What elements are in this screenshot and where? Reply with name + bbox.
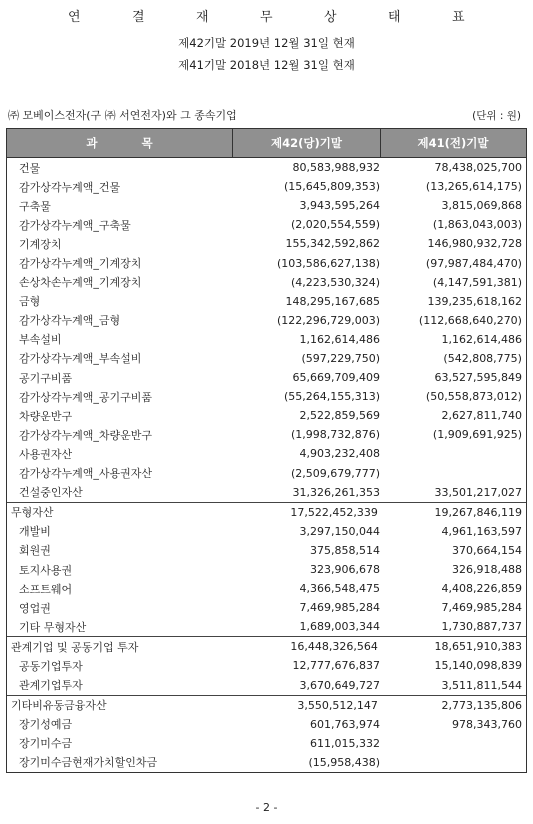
prior-amount: 2,773,135,806 xyxy=(441,698,522,712)
period-prior: 제41기말 2018년 12월 31일 현재 xyxy=(178,58,355,72)
account-name: 무형자산 xyxy=(11,506,54,520)
account-name: 감가상각누계액_차량운반구 xyxy=(19,428,153,442)
prior-amount: (13,265,614,175) xyxy=(425,180,522,194)
current-amount: 12,777,676,837 xyxy=(292,659,381,673)
current-amount: (103,586,627,138) xyxy=(276,256,381,270)
table-row xyxy=(7,444,526,463)
prior-amount: 4,408,226,859 xyxy=(441,582,522,596)
title-char: 태 xyxy=(387,10,402,25)
prior-amount: 18,651,910,383 xyxy=(434,640,522,654)
account-name: 장기미수금현재가치할인차금 xyxy=(19,756,158,770)
prior-amount: (97,987,484,470) xyxy=(425,256,522,270)
prior-amount: 3,511,811,544 xyxy=(441,678,522,692)
current-amount: 16,448,326,564 xyxy=(290,640,378,654)
current-amount: 3,550,512,147 xyxy=(297,698,378,712)
prior-amount: 63,527,595,849 xyxy=(434,371,522,385)
table-row xyxy=(7,464,526,483)
table-row xyxy=(7,734,526,753)
account-name: 기계장치 xyxy=(19,237,62,251)
account-name: 감가상각누계액_부속설비 xyxy=(19,352,142,366)
title-char: 무 xyxy=(259,10,274,25)
account-name: 손상차손누계액_기계장치 xyxy=(19,276,142,290)
page-number: - 2 - xyxy=(255,801,278,814)
prior-amount: 3,815,069,868 xyxy=(441,199,522,213)
prior-amount: (1,909,691,925) xyxy=(432,428,522,442)
current-amount: 17,522,452,339 xyxy=(290,505,378,519)
account-name: 건물 xyxy=(19,161,41,175)
table-row xyxy=(7,215,526,234)
current-amount: (2,020,554,559) xyxy=(290,218,381,232)
current-amount: 3,670,649,727 xyxy=(299,678,381,692)
balance-sheet-table xyxy=(6,128,527,773)
title-char: 연 xyxy=(67,10,82,25)
title-char: 재 xyxy=(195,10,210,25)
header-prior-period: 제41(전)기말 xyxy=(380,129,525,157)
table-row xyxy=(7,656,526,675)
prior-amount: 33,501,217,027 xyxy=(434,485,522,499)
current-amount: 323,906,678 xyxy=(310,563,381,577)
current-amount: 155,342,592,862 xyxy=(285,237,381,251)
table-row xyxy=(7,753,526,772)
account-name: 토지사용권 xyxy=(19,563,73,577)
table-row xyxy=(7,483,526,502)
account-name: 회원권 xyxy=(19,544,51,558)
company-name: ㈜ 모베이스전자(구 ㈜ 서연전자)와 그 종속기업 xyxy=(8,109,237,122)
account-name: 차량운반구 xyxy=(19,409,73,423)
current-amount: 1,162,614,486 xyxy=(299,332,381,346)
table-row xyxy=(7,330,526,349)
prior-amount: 4,961,163,597 xyxy=(441,524,522,538)
account-name: 관계기업 및 공동기업 투자 xyxy=(11,640,139,654)
account-name: 감가상각누계액_사용권자산 xyxy=(19,467,153,481)
account-name: 기타 무형자산 xyxy=(19,620,87,634)
account-name: 감가상각누계액_금형 xyxy=(19,314,121,328)
account-name: 구축물 xyxy=(19,199,51,213)
current-amount: (1,998,732,876) xyxy=(290,428,381,442)
table-row xyxy=(7,273,526,292)
header-current-period: 제42(당)기말 xyxy=(232,129,380,157)
table-row xyxy=(7,177,526,196)
title-char: 표 xyxy=(451,10,466,25)
prior-amount: 2,627,811,740 xyxy=(441,409,522,423)
table-row xyxy=(7,158,526,177)
table-row xyxy=(7,311,526,330)
table-row xyxy=(7,349,526,368)
table-row xyxy=(7,636,526,656)
title-char: 결 xyxy=(131,10,146,25)
current-amount: 148,295,167,685 xyxy=(285,294,381,308)
current-amount: (15,958,438) xyxy=(308,755,381,769)
unit-label: (단위 : 원) xyxy=(472,110,521,122)
prior-amount: 19,267,846,119 xyxy=(434,505,522,519)
title-char: 상 xyxy=(323,10,338,25)
account-name: 소프트웨어 xyxy=(19,582,73,596)
current-amount: 4,903,232,408 xyxy=(299,447,381,461)
current-amount: (4,223,530,324) xyxy=(290,275,381,289)
current-amount: (597,229,750) xyxy=(301,351,381,365)
current-amount: 2,522,859,569 xyxy=(299,409,381,423)
table-row xyxy=(7,387,526,406)
account-name: 영업권 xyxy=(19,601,51,615)
account-name: 감가상각누계액_기계장치 xyxy=(19,257,142,271)
current-amount: 601,763,974 xyxy=(310,717,381,731)
current-amount: (122,296,729,003) xyxy=(276,313,381,327)
current-amount: 611,015,332 xyxy=(310,736,381,750)
table-row xyxy=(7,425,526,444)
table-row xyxy=(7,715,526,734)
account-name: 관계기업투자 xyxy=(19,679,83,693)
table-row xyxy=(7,541,526,560)
prior-amount: (112,668,640,270) xyxy=(418,313,522,327)
table-row xyxy=(7,196,526,215)
account-name: 금형 xyxy=(19,295,41,309)
table-row xyxy=(7,579,526,598)
table-row xyxy=(7,253,526,272)
account-name: 감가상각누계액_건물 xyxy=(19,180,121,194)
prior-amount: (4,147,591,381) xyxy=(432,275,522,289)
current-amount: 1,689,003,344 xyxy=(299,620,381,634)
table-row xyxy=(7,695,526,715)
account-name: 사용권자산 xyxy=(19,447,73,461)
table-row xyxy=(7,292,526,311)
account-name: 기타비유동금융자산 xyxy=(11,699,107,713)
table-row xyxy=(7,560,526,579)
current-amount: 3,297,150,044 xyxy=(299,524,381,538)
prior-amount: (542,808,775) xyxy=(443,351,522,365)
table-row xyxy=(7,617,526,636)
prior-amount: 370,664,154 xyxy=(452,543,522,557)
table-row xyxy=(7,522,526,541)
current-amount: (55,264,155,313) xyxy=(283,390,381,404)
prior-amount: 978,343,760 xyxy=(452,717,522,731)
prior-amount: 139,235,618,162 xyxy=(427,294,522,308)
account-name: 공동기업투자 xyxy=(19,659,83,673)
account-name: 장기미수금 xyxy=(19,737,73,751)
table-body xyxy=(7,158,526,772)
prior-amount: 78,438,025,700 xyxy=(434,161,522,175)
period-current: 제42기말 2019년 12월 31일 현재 xyxy=(178,36,355,50)
account-name: 장기성예금 xyxy=(19,718,73,732)
current-amount: 65,669,709,409 xyxy=(292,371,381,385)
prior-amount: 146,980,932,728 xyxy=(427,237,522,251)
table-header xyxy=(7,129,526,158)
current-amount: (2,509,679,777) xyxy=(290,466,381,480)
table-row xyxy=(7,676,526,695)
prior-amount: 326,918,488 xyxy=(452,563,522,577)
prior-amount: (50,558,873,012) xyxy=(425,390,522,404)
account-name: 건설중인자산 xyxy=(19,486,83,500)
account-name: 개발비 xyxy=(19,525,51,539)
prior-amount: 1,162,614,486 xyxy=(441,332,522,346)
prior-amount: 1,730,887,737 xyxy=(441,620,522,634)
current-amount: 4,366,548,475 xyxy=(299,582,381,596)
table-row xyxy=(7,502,526,522)
account-name: 감가상각누계액_구축물 xyxy=(19,218,131,232)
account-name: 부속설비 xyxy=(19,333,62,347)
table-row xyxy=(7,368,526,387)
current-amount: (15,645,809,353) xyxy=(283,180,381,194)
table-row xyxy=(7,598,526,617)
current-amount: 31,326,261,353 xyxy=(292,485,381,499)
account-name: 감가상각누계액_공기구비품 xyxy=(19,390,153,404)
prior-amount: 15,140,098,839 xyxy=(434,659,522,673)
header-account: 과 목 xyxy=(86,136,153,150)
statement-title xyxy=(0,6,533,25)
prior-amount: 7,469,985,284 xyxy=(441,601,522,615)
prior-amount: (1,863,043,003) xyxy=(432,218,522,232)
current-amount: 3,943,595,264 xyxy=(299,199,381,213)
table-row xyxy=(7,234,526,253)
current-amount: 7,469,985,284 xyxy=(299,601,381,615)
current-amount: 375,858,514 xyxy=(310,543,381,557)
account-name: 공기구비품 xyxy=(19,371,73,385)
table-row xyxy=(7,406,526,425)
current-amount: 80,583,988,932 xyxy=(292,161,381,175)
